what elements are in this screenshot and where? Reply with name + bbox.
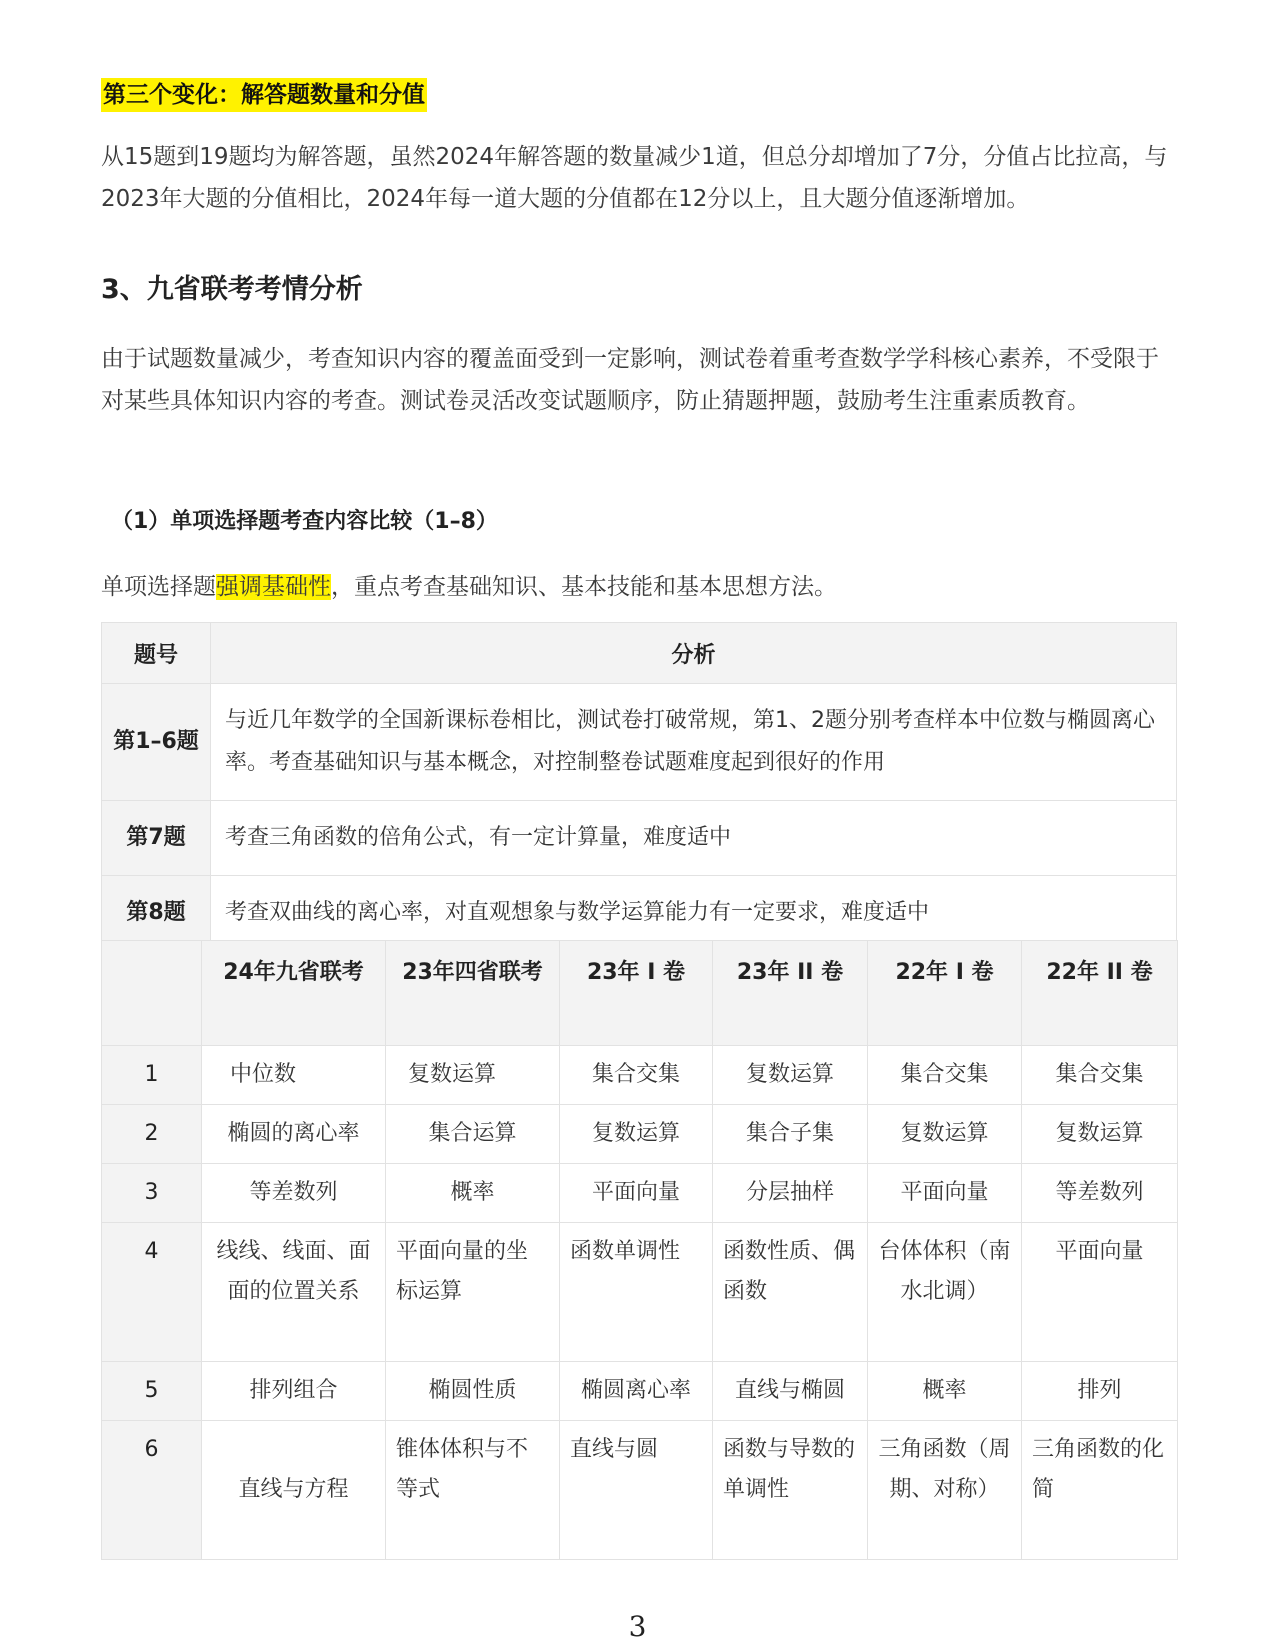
row-number-cell: 6: [102, 1421, 202, 1560]
header-22-paper-1: 22年 I 卷: [868, 941, 1022, 1046]
row-number-cell: 4: [102, 1223, 202, 1362]
table-cell: 集合交集: [560, 1046, 713, 1105]
row-number-cell: 3: [102, 1164, 202, 1223]
table-row: [102, 1046, 1178, 1105]
table-cell: 复数运算: [713, 1046, 868, 1105]
question-number-cell: 第7题: [102, 801, 211, 876]
row-number-cell: 1: [102, 1046, 202, 1105]
table-cell: 平面向量: [1022, 1223, 1178, 1362]
header-22-paper-2: 22年 II 卷: [1022, 941, 1178, 1046]
table-cell: 平面向量的坐标运算: [386, 1223, 560, 1362]
table-cell: 概率: [868, 1362, 1022, 1421]
table-cell: 复数运算: [868, 1105, 1022, 1164]
table-cell: 等差数列: [202, 1164, 386, 1223]
subheading-single-choice: （1）单项选择题考查内容比较（1–8）: [111, 509, 498, 534]
table-row: [102, 1105, 1178, 1164]
paragraph-single-choice-start: 单项选择题: [101, 574, 216, 600]
paragraph-single-choice: [101, 566, 1177, 608]
table-row: [102, 1164, 1178, 1223]
table-cell: 集合交集: [868, 1046, 1022, 1105]
table-header-row: [102, 623, 1177, 684]
table-cell: 等差数列: [1022, 1164, 1178, 1223]
header-23-paper-1: 23年 I 卷: [560, 941, 713, 1046]
table-cell: 集合子集: [713, 1105, 868, 1164]
table-cell: 分层抽样: [713, 1164, 868, 1223]
header-23-four-province: 23年四省联考: [386, 941, 560, 1046]
table-cell: 排列: [1022, 1362, 1178, 1421]
table-cell: 平面向量: [560, 1164, 713, 1223]
paragraph-single-choice-end: ，重点考查基础知识、基本技能和基本思想方法。: [331, 574, 837, 600]
analysis-cell: 与近几年数学的全国新课标卷相比，测试卷打破常规，第1、2题分别考查样本中位数与椭圆离心率。考查基础知识与基本概念，对控制整卷试题难度起到很好的作用: [211, 684, 1177, 801]
table-cell: 直线与椭圆: [713, 1362, 868, 1421]
table-cell: 台体体积（南水北调）: [868, 1223, 1022, 1362]
table-cell: 锥体体积与不等式: [386, 1421, 560, 1560]
question-number-cell: 第1–6题: [102, 684, 211, 801]
table-cell: 函数单调性: [560, 1223, 713, 1362]
table-header-row: [102, 941, 1178, 1046]
heading-nine-province-analysis: 3、九省联考考情分析: [101, 274, 363, 305]
question-number-cell: 第8题: [102, 876, 211, 951]
highlighted-phrase: 强调基础性: [216, 574, 331, 600]
table-cell: 椭圆的离心率: [202, 1105, 386, 1164]
table-row: [102, 801, 1177, 876]
table-cell: 三角函数的化简: [1022, 1421, 1178, 1560]
header-question-number: 题号: [102, 623, 211, 684]
section-heading-third-change: 第三个变化：解答题数量和分值: [101, 78, 427, 112]
header-23-paper-2: 23年 II 卷: [713, 941, 868, 1046]
table-cell: 函数性质、偶函数: [713, 1223, 868, 1362]
row-number-cell: 5: [102, 1362, 202, 1421]
header-analysis: 分析: [211, 623, 1177, 684]
table-cell: 集合交集: [1022, 1046, 1178, 1105]
table-cell: 直线与圆: [560, 1421, 713, 1560]
table-cell: 排列组合: [202, 1362, 386, 1421]
paragraph-answer-questions: 从15题到19题均为解答题，虽然2024年解答题的数量减少1道，但总分却增加了7分，分值占比拉高，与2023年大题的分值相比，2024年每一道大题的分值都在12分以上，且大题分值逐渐增加。: [101, 144, 1168, 212]
table-cell: 复数运算: [386, 1046, 560, 1105]
analysis-cell: 考查三角函数的倍角公式，有一定计算量，难度适中: [211, 801, 1177, 876]
header-blank: [102, 941, 202, 1046]
table-row: [102, 684, 1177, 801]
table-cell: 三角函数（周期、对称）: [868, 1421, 1022, 1560]
row-number-cell: 2: [102, 1105, 202, 1164]
table-cell: 椭圆性质: [386, 1362, 560, 1421]
table-cell: 集合运算: [386, 1105, 560, 1164]
table-row: [102, 1223, 1178, 1362]
table-cell: 函数与导数的单调性: [713, 1421, 868, 1560]
analysis-cell: 考查双曲线的离心率，对直观想象与数学运算能力有一定要求，难度适中: [211, 876, 1177, 951]
table-cell: 复数运算: [560, 1105, 713, 1164]
analysis-table: [101, 622, 1177, 951]
table-row: [102, 1421, 1178, 1560]
table-cell: 平面向量: [868, 1164, 1022, 1223]
table-cell: 中位数: [202, 1046, 386, 1105]
paragraph-analysis-intro: 由于试题数量减少，考查知识内容的覆盖面受到一定影响，测试卷着重考查数学学科核心素养，不受限于对某些具体知识内容的考查。测试卷灵活改变试题顺序，防止猜题押题，鼓励考生注重素质教育。: [101, 346, 1159, 414]
header-24-nine-province: 24年九省联考: [202, 941, 386, 1046]
table-cell: 线线、线面、面面的位置关系: [202, 1223, 386, 1362]
page-number: 3: [628, 1610, 647, 1643]
table-row: [102, 1362, 1178, 1421]
table-cell: 直线与方程: [202, 1421, 386, 1560]
table-cell: 椭圆离心率: [560, 1362, 713, 1421]
comparison-table: [101, 940, 1178, 1560]
table-cell: 复数运算: [1022, 1105, 1178, 1164]
table-cell: 概率: [386, 1164, 560, 1223]
